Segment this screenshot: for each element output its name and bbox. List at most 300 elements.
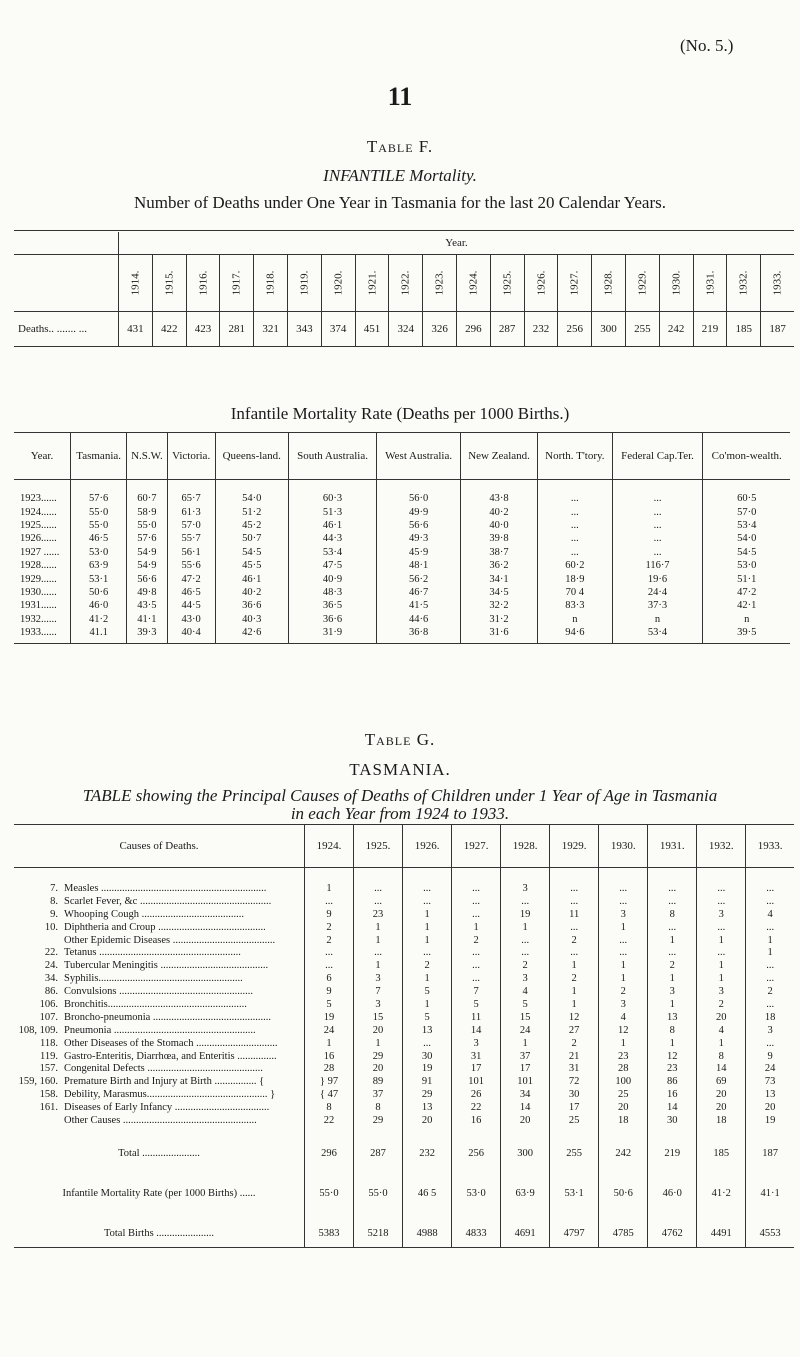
mortality-value: 40·9 xyxy=(288,572,377,585)
cause-value: 1 xyxy=(599,921,648,934)
year-cell xyxy=(321,255,355,312)
deaths-row xyxy=(14,312,794,347)
mortality-value: ... xyxy=(612,492,703,505)
mortality-value: 19·6 xyxy=(612,572,703,585)
cause-row xyxy=(14,1088,794,1101)
year-header: 1924. xyxy=(305,825,354,868)
mortality-value: 51·3 xyxy=(288,505,377,518)
cause-value: 1 xyxy=(550,959,599,972)
mortality-value: ... xyxy=(538,505,612,518)
cause-value: 1 xyxy=(354,1037,403,1050)
year-cell xyxy=(625,255,659,312)
mortality-value: 34·5 xyxy=(460,586,537,599)
total-births-value: 4988 xyxy=(403,1221,452,1248)
mortality-value: 51·1 xyxy=(703,572,790,585)
mortality-header: West Australia. xyxy=(377,433,461,480)
cause-code: 119. xyxy=(40,1050,58,1062)
mortality-value: 54·5 xyxy=(215,546,288,559)
mortality-value: 54·0 xyxy=(703,532,790,545)
cause-name: Other Causes ................................................... xyxy=(64,1114,257,1126)
cause-value: 11 xyxy=(452,1011,501,1024)
mortality-value: 41·1 xyxy=(127,613,167,626)
cause-value: 12 xyxy=(550,1011,599,1024)
mortality-value: 65·7 xyxy=(167,492,215,505)
mortality-year: 1923...... xyxy=(20,493,57,505)
cause-value: 91 xyxy=(403,1075,452,1088)
year-label: 1922. xyxy=(399,270,412,296)
total-value: 287 xyxy=(354,1141,403,1167)
cause-value: 4 xyxy=(501,985,550,998)
mortality-rate-value: 50·6 xyxy=(599,1181,648,1207)
mortality-value: 40·2 xyxy=(460,505,537,518)
total-value: 300 xyxy=(501,1141,550,1167)
cause-row xyxy=(14,1075,794,1088)
mortality-value: ... xyxy=(538,532,612,545)
deaths-value: 431 xyxy=(119,312,153,347)
total-births-label: Total Births ...................... xyxy=(14,1221,305,1248)
mortality-value: 53·4 xyxy=(703,519,790,532)
cause-value: 37 xyxy=(354,1088,403,1101)
cause-value: 14 xyxy=(697,1062,746,1075)
mortality-year: 1927 ...... xyxy=(20,546,60,558)
mortality-value: 116·7 xyxy=(612,559,703,572)
cause-value: 17 xyxy=(550,1101,599,1114)
cause-value: 7 xyxy=(354,985,403,998)
mortality-value: 46·1 xyxy=(215,572,288,585)
cause-name: Gastro-Enteritis, Diarrhœa, and Enteritis ............... xyxy=(64,1050,277,1062)
year-cell xyxy=(659,255,693,312)
mortality-value: 41·2 xyxy=(70,613,126,626)
cause-value: 12 xyxy=(648,1050,697,1063)
cause-value: 1 xyxy=(403,998,452,1011)
year-label: 1926. xyxy=(534,270,547,296)
deaths-value: 300 xyxy=(592,312,626,347)
year-label: 1931. xyxy=(703,270,716,296)
cause-value: 86 xyxy=(648,1075,697,1088)
cause-value: ... xyxy=(452,946,501,959)
cause-value: 28 xyxy=(305,1062,354,1075)
cause-value: 13 xyxy=(746,1088,794,1101)
mortality-year: 1933...... xyxy=(14,626,70,644)
cause-value: 30 xyxy=(648,1114,697,1127)
table-f-subtitle: Number of Deaths under One Year in Tasmania for the last 20 Calendar Years. xyxy=(134,193,666,212)
cause-name: Congenital Defects ............................................ xyxy=(64,1063,263,1075)
cause-value: 24 xyxy=(746,1062,794,1075)
mortality-rate-value: 41·2 xyxy=(697,1181,746,1207)
mortality-value: 60·5 xyxy=(703,492,790,505)
mortality-value: 54·0 xyxy=(215,492,288,505)
mortality-year: 1928...... xyxy=(20,560,57,572)
cause-value: { 47 xyxy=(305,1088,354,1101)
cause-value: 3 xyxy=(354,998,403,1011)
cause-code: 34. xyxy=(44,973,58,985)
cause-value: 29 xyxy=(354,1050,403,1063)
total-births-value: 4785 xyxy=(599,1221,648,1248)
cause-value: 6 xyxy=(305,972,354,985)
cause-value: ... xyxy=(403,882,452,895)
causes-header-row xyxy=(14,825,794,868)
mortality-value: 43·8 xyxy=(460,492,537,505)
mortality-value: 32·2 xyxy=(460,599,537,612)
cause-value: 1 xyxy=(305,882,354,895)
mortality-year: 1929...... xyxy=(20,573,57,585)
total-births-value: 5218 xyxy=(354,1221,403,1248)
cause-value: 16 xyxy=(305,1050,354,1063)
cause-value: 1 xyxy=(599,959,648,972)
deaths-value: 374 xyxy=(321,312,355,347)
cause-value: 20 xyxy=(354,1062,403,1075)
cause-value: ... xyxy=(305,959,354,972)
cause-value: 29 xyxy=(403,1088,452,1101)
cause-value: 22 xyxy=(452,1101,501,1114)
year-header: 1925. xyxy=(354,825,403,868)
mortality-value: 83·3 xyxy=(538,599,612,612)
cause-value: 12 xyxy=(599,1024,648,1037)
table-g-title-line1: TABLE showing the Principal Causes of Deaths of Children under 1 Year of Age in Tasmania xyxy=(82,786,718,805)
cause-value: 4 xyxy=(599,1011,648,1024)
year-header: Year. xyxy=(119,232,795,255)
cause-value: 2 xyxy=(550,972,599,985)
cause-value: 19 xyxy=(746,1114,794,1127)
mortality-header-row xyxy=(14,433,790,480)
total-value: 256 xyxy=(452,1141,501,1167)
year-cell xyxy=(152,255,186,312)
mortality-year: 1931...... xyxy=(20,600,57,612)
cause-value: ... xyxy=(746,959,794,972)
cause-value: ... xyxy=(403,946,452,959)
cause-code: 161. xyxy=(39,1102,58,1114)
cause-value: 5 xyxy=(452,998,501,1011)
cause-value: 5 xyxy=(403,985,452,998)
cause-value: 4 xyxy=(746,908,794,921)
mortality-value: 53·1 xyxy=(70,572,126,585)
mortality-value: 57·0 xyxy=(167,519,215,532)
year-cell xyxy=(592,255,626,312)
deaths-value: 343 xyxy=(287,312,321,347)
year-cell xyxy=(220,255,254,312)
cause-value: ... xyxy=(354,895,403,908)
cause-value: } 97 xyxy=(305,1075,354,1088)
cause-value: 1 xyxy=(403,921,452,934)
mortality-value: 44·5 xyxy=(167,599,215,612)
cause-value: 27 xyxy=(550,1024,599,1037)
cause-value: ... xyxy=(599,895,648,908)
cause-value: 1 xyxy=(648,998,697,1011)
mortality-value: 56·2 xyxy=(377,572,461,585)
cause-value: 20 xyxy=(403,1114,452,1127)
total-value: 242 xyxy=(599,1141,648,1167)
cause-value: ... xyxy=(697,946,746,959)
cause-value: 20 xyxy=(697,1088,746,1101)
cause-name: Convulsions ................................................... xyxy=(64,986,254,998)
cause-code xyxy=(14,934,62,947)
mortality-value: 38·7 xyxy=(460,546,537,559)
mortality-value: 94·6 xyxy=(538,626,612,644)
cause-value: ... xyxy=(599,934,648,947)
cause-row xyxy=(14,908,794,921)
mortality-value: 47·2 xyxy=(167,572,215,585)
cause-value: 24 xyxy=(501,1024,550,1037)
cause-value: ... xyxy=(550,882,599,895)
cause-value: 3 xyxy=(452,1037,501,1050)
cause-name: Broncho-pneumonia ............................................. xyxy=(64,1011,272,1023)
cause-value: ... xyxy=(452,972,501,985)
cause-value: 15 xyxy=(354,1011,403,1024)
mortality-row xyxy=(14,586,790,599)
cause-value: 2 xyxy=(648,959,697,972)
year-label: 1915. xyxy=(163,270,176,296)
mortality-value: 55·0 xyxy=(70,505,126,518)
page-reference: (No. 5.) xyxy=(680,36,734,55)
mortality-rate-value: 55·0 xyxy=(354,1181,403,1207)
cause-value: 20 xyxy=(697,1101,746,1114)
total-value: 232 xyxy=(403,1141,452,1167)
cause-code: 158. xyxy=(39,1089,58,1101)
cause-value: 2 xyxy=(599,985,648,998)
cause-value: 30 xyxy=(403,1050,452,1063)
mortality-value: 50·6 xyxy=(70,586,126,599)
cause-value: 3 xyxy=(501,882,550,895)
cause-value: 2 xyxy=(550,1037,599,1050)
year-label: 1932. xyxy=(737,270,750,296)
total-births-value: 4553 xyxy=(746,1221,794,1248)
mortality-value: 56·6 xyxy=(377,519,461,532)
cause-code: 9. xyxy=(50,908,58,920)
mortality-value: 31·2 xyxy=(460,613,537,626)
cause-value: 1 xyxy=(697,1037,746,1050)
cause-value: 8 xyxy=(305,1101,354,1114)
cause-name: Measles ............................................................... xyxy=(64,882,267,894)
cause-value: 2 xyxy=(452,934,501,947)
cause-value: 1 xyxy=(403,972,452,985)
year-cell xyxy=(389,255,423,312)
mortality-value: 42·6 xyxy=(215,626,288,644)
mortality-header: New Zealand. xyxy=(460,433,537,480)
year-cell xyxy=(423,255,457,312)
cause-value: ... xyxy=(550,921,599,934)
year-header: 1932. xyxy=(697,825,746,868)
cause-value: ... xyxy=(452,895,501,908)
cause-value: 2 xyxy=(550,934,599,947)
mortality-header: Co'mon-wealth. xyxy=(703,433,790,480)
year-cell xyxy=(524,255,558,312)
year-header: 1930. xyxy=(599,825,648,868)
mortality-value: 39·3 xyxy=(127,626,167,644)
cause-value: ... xyxy=(746,895,794,908)
cause-code: 24. xyxy=(44,960,58,972)
table-f-top-rule xyxy=(14,230,794,231)
mortality-rate-value: 55·0 xyxy=(305,1181,354,1207)
cause-code: 86. xyxy=(44,986,58,998)
cause-value: ... xyxy=(697,882,746,895)
mortality-rate-value: 63·9 xyxy=(501,1181,550,1207)
cause-value: 9 xyxy=(305,985,354,998)
cause-value: 1 xyxy=(599,1037,648,1050)
cause-value: 19 xyxy=(403,1062,452,1075)
cause-row xyxy=(14,1037,794,1050)
mortality-value: 55·6 xyxy=(167,559,215,572)
cause-code: 108, 109. xyxy=(18,1024,58,1036)
year-label: 1920. xyxy=(332,270,345,296)
cause-value: 1 xyxy=(354,921,403,934)
year-label: 1914. xyxy=(129,270,142,296)
year-label: 1924. xyxy=(467,270,480,296)
cause-name: Pneumonia ...................................................... xyxy=(64,1024,256,1036)
mortality-value: 47·2 xyxy=(703,586,790,599)
cause-value: ... xyxy=(305,946,354,959)
mortality-value: 39·8 xyxy=(460,532,537,545)
table-g-region: TASMANIA. xyxy=(349,760,451,779)
mortality-value: 37·3 xyxy=(612,599,703,612)
cause-value: 3 xyxy=(501,972,550,985)
year-label: 1925. xyxy=(501,270,514,296)
cause-value: 18 xyxy=(697,1114,746,1127)
mortality-value: 50·7 xyxy=(215,532,288,545)
cause-value: ... xyxy=(746,1037,794,1050)
cause-row xyxy=(14,921,794,934)
cause-value: 9 xyxy=(305,908,354,921)
mortality-value: 44·6 xyxy=(377,613,461,626)
deaths-value: 451 xyxy=(355,312,389,347)
year-label: 1919. xyxy=(298,270,311,296)
cause-name: Other Epidemic Diseases ....................................... xyxy=(64,934,276,946)
total-births-row xyxy=(14,1221,794,1248)
mortality-value: 53·0 xyxy=(703,559,790,572)
total-value: 219 xyxy=(648,1141,697,1167)
cause-value: 31 xyxy=(452,1050,501,1063)
cause-value: 2 xyxy=(697,998,746,1011)
mortality-value: 63·9 xyxy=(70,559,126,572)
deaths-value: 422 xyxy=(152,312,186,347)
mortality-value: ... xyxy=(538,492,612,505)
mortality-value: 57·0 xyxy=(703,505,790,518)
total-births-value: 4797 xyxy=(550,1221,599,1248)
mortality-value: 36·6 xyxy=(288,613,377,626)
cause-code: 7. xyxy=(50,882,58,894)
year-label: 1927. xyxy=(568,270,581,296)
year-cell xyxy=(254,255,288,312)
cause-value: 16 xyxy=(452,1114,501,1127)
cause-code: 157. xyxy=(39,1063,58,1075)
year-label: 1917. xyxy=(230,270,243,296)
year-label: 1918. xyxy=(264,270,277,296)
cause-value: 20 xyxy=(354,1024,403,1037)
cause-value: 25 xyxy=(599,1088,648,1101)
mortality-header: N.S.W. xyxy=(127,433,167,480)
total-value: 187 xyxy=(746,1141,794,1167)
cause-row xyxy=(14,1101,794,1114)
cause-value: ... xyxy=(354,946,403,959)
cause-value: 16 xyxy=(648,1088,697,1101)
deaths-label: Deaths.. ....... ... xyxy=(14,312,119,347)
mortality-year: 1932...... xyxy=(20,613,57,625)
mortality-value: 49·8 xyxy=(127,586,167,599)
cause-value: 1 xyxy=(501,1037,550,1050)
total-label: Total ...................... xyxy=(118,1148,200,1160)
cause-row xyxy=(14,946,794,959)
mortality-row xyxy=(14,626,790,644)
mortality-value: 61·3 xyxy=(167,505,215,518)
cause-value: 1 xyxy=(746,946,794,959)
mortality-row xyxy=(14,546,790,559)
cause-code: 159, 160. xyxy=(18,1076,58,1088)
cause-value: 34 xyxy=(501,1088,550,1101)
year-label: 1923. xyxy=(433,270,446,296)
mortality-value: 36·8 xyxy=(377,626,461,644)
mortality-year: 1925...... xyxy=(20,519,57,531)
mortality-header: North. T'tory. xyxy=(538,433,612,480)
mortality-value: 58·9 xyxy=(127,505,167,518)
cause-value: 3 xyxy=(697,908,746,921)
cause-value: 21 xyxy=(550,1050,599,1063)
cause-value: ... xyxy=(501,946,550,959)
deaths-value: 296 xyxy=(456,312,490,347)
cause-code: 10. xyxy=(44,921,58,933)
cause-value: 89 xyxy=(354,1075,403,1088)
cause-value: 101 xyxy=(452,1075,501,1088)
year-cell xyxy=(355,255,389,312)
cause-value: 1 xyxy=(403,934,452,947)
mortality-value: 53·4 xyxy=(612,626,703,644)
total-value: 255 xyxy=(550,1141,599,1167)
cause-value: 100 xyxy=(599,1075,648,1088)
year-label: 1921. xyxy=(365,270,378,296)
cause-name: Tubercular Meningitis ......................................... xyxy=(64,960,269,972)
mortality-value: 24·4 xyxy=(612,586,703,599)
mortality-rate-title: Infantile Mortality Rate (Deaths per 1000 Births.) xyxy=(230,404,570,423)
year-header: 1933. xyxy=(746,825,794,868)
cause-value: ... xyxy=(648,895,697,908)
cause-value: ... xyxy=(746,972,794,985)
cause-value: 8 xyxy=(354,1101,403,1114)
deaths-value: 232 xyxy=(524,312,558,347)
cause-value: ... xyxy=(697,921,746,934)
cause-value: 1 xyxy=(354,934,403,947)
total-row xyxy=(14,1141,794,1167)
mortality-value: 56·6 xyxy=(127,572,167,585)
cause-value: 13 xyxy=(648,1011,697,1024)
cause-value: 2 xyxy=(403,959,452,972)
cause-row xyxy=(14,882,794,895)
cause-value: ... xyxy=(648,882,697,895)
year-cell xyxy=(490,255,524,312)
cause-value: 1 xyxy=(648,1037,697,1050)
cause-value: 1 xyxy=(452,921,501,934)
mortality-year: 1926...... xyxy=(20,533,57,545)
cause-name: Scarlet Fever, &c .................................................. xyxy=(64,895,272,907)
mortality-value: 70 4 xyxy=(538,586,612,599)
cause-name: Syphilis....................................................... xyxy=(64,973,243,985)
mortality-value: 57·6 xyxy=(127,532,167,545)
mortality-value: 51·2 xyxy=(215,505,288,518)
mortality-value: 40·0 xyxy=(460,519,537,532)
mortality-value: ... xyxy=(612,546,703,559)
cause-value: 25 xyxy=(550,1114,599,1127)
mortality-year: 1924...... xyxy=(20,506,57,518)
cause-value: 1 xyxy=(550,985,599,998)
mortality-value: 48·1 xyxy=(377,559,461,572)
cause-value: 69 xyxy=(697,1075,746,1088)
mortality-row xyxy=(14,559,790,572)
deaths-value: 423 xyxy=(186,312,220,347)
cause-value: 19 xyxy=(305,1011,354,1024)
year-header: 1926. xyxy=(403,825,452,868)
mortality-value: ... xyxy=(612,519,703,532)
deaths-value: 326 xyxy=(423,312,457,347)
mortality-value: 34·1 xyxy=(460,572,537,585)
mortality-value: ... xyxy=(538,546,612,559)
cause-value: ... xyxy=(550,895,599,908)
